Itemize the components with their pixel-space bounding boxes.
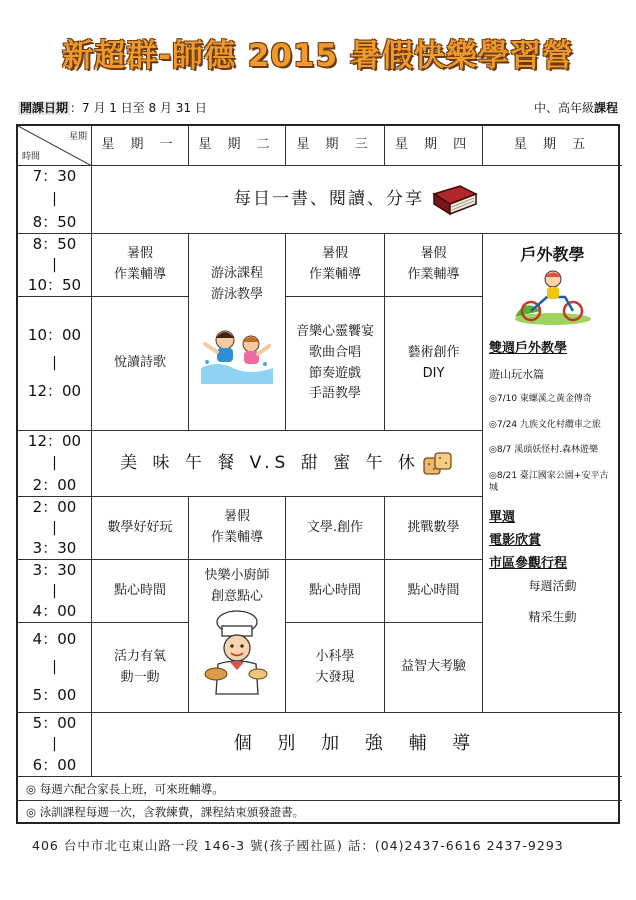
wed-slot-2: 音樂心靈饗宴 歌曲合唱 節奏遊戲 手語教學 [286, 297, 385, 431]
wed-slot-3: 文學.創作 [286, 497, 385, 560]
outdoor-trip: ◎7/24 九族文化村纜車之旅 [489, 419, 601, 430]
tue-swim-cell [189, 234, 286, 431]
time-slot-6 [18, 560, 92, 623]
time-bar: | [52, 256, 57, 273]
time-start: 10：00 [27, 326, 82, 344]
outdoor-single-week: 單週 [489, 510, 516, 526]
time-end: 10：50 [27, 275, 82, 294]
outdoor-trip: ◎8/7 溪頭妖怪村.森林遊樂 [489, 445, 599, 456]
course-dates-value: ：7 月 1 日至 8 月 31 日 [70, 100, 207, 115]
header-tuesday: 星 期 二 [189, 126, 286, 166]
outdoor-sub: 遊山玩水篇 [489, 368, 544, 381]
mon-slot-1: 暑假 作業輔導 [92, 234, 189, 297]
mon-slot-2: 悅讀詩歌 [92, 297, 189, 431]
time-bar: | [52, 355, 57, 372]
info-bar [18, 98, 618, 116]
tutoring-row [92, 713, 622, 777]
tue-slot-3: 暑假 作業輔導 [189, 497, 286, 560]
wed-slot-4: 點心時間 [286, 560, 385, 623]
footer-address: 406 台中市北屯東山路一段 146-3 號(孩子國社區) 話：(04)2437-6616 2437-9293 [32, 838, 564, 853]
course-level-suffix: 課程 [593, 100, 618, 115]
mon-slot-5: 活力有氧 動一動 [92, 623, 189, 713]
time-bar: | [52, 191, 57, 208]
corner-time-label: 時間 [22, 152, 41, 162]
tutoring-text: 個 別 加 強 輔 導 [233, 733, 481, 755]
time-slot-2 [18, 234, 92, 297]
outdoor-movie: 電影欣賞 [489, 533, 542, 549]
mon-slot-4: 點心時間 [92, 560, 189, 623]
time-end: 2：00 [32, 475, 77, 494]
schedule-table [16, 124, 620, 824]
friday-outdoor-cell [483, 234, 622, 713]
book-icon [430, 184, 480, 216]
time-end: 3：30 [32, 538, 77, 557]
biscuit-icon [422, 450, 454, 478]
outdoor-city-tour: 市區參觀行程 [489, 556, 568, 572]
thu-slot-3: 挑戰數學 [385, 497, 483, 560]
time-slot-5 [18, 497, 92, 560]
swimming-kids-icon [197, 310, 277, 390]
header-friday: 星 期 五 [483, 126, 622, 166]
lunch-text: 美 味 午 餐 V.S 甜 蜜 午 休 [120, 452, 420, 473]
course-level [534, 99, 618, 116]
lunch-row [92, 431, 483, 497]
outdoor-title: 戶外教學 [520, 245, 585, 264]
time-slot-7 [18, 623, 92, 713]
tue-chef-text: 快樂小廚師 創意點心 [204, 568, 270, 604]
time-slot-4 [18, 431, 92, 497]
note-saturday: ◎ 每週六配合家長上班，可來班輔導。 [18, 777, 622, 801]
time-end: 4：00 [32, 601, 77, 620]
mon-slot-3: 數學好好玩 [92, 497, 189, 560]
thu-slot-5: 益智大考驗 [385, 623, 483, 713]
outdoor-biweekly: 雙週戶外教學 [489, 341, 568, 356]
cycling-kid-icon [513, 267, 593, 325]
time-start: 2：00 [32, 498, 77, 516]
time-slot-8 [18, 713, 92, 777]
time-end: 12：00 [27, 381, 82, 400]
time-start: 4：00 [32, 630, 77, 648]
daily-reading-row [92, 166, 622, 234]
course-level-grades: 中、高年級 [533, 100, 594, 115]
outdoor-trip: ◎7/10 東螺溪之黃金傳奇 [489, 394, 592, 404]
outdoor-trip: ◎8/21 臺江國家公園+安平古城 [489, 471, 609, 493]
course-dates [18, 99, 207, 116]
time-start: 8：50 [32, 235, 77, 253]
thu-slot-4: 點心時間 [385, 560, 483, 623]
outdoor-weekly: 每週活動 [528, 579, 577, 594]
course-dates-label: 開課日期 [20, 100, 69, 115]
tue-chef-cell [189, 560, 286, 713]
time-start: 3：30 [32, 561, 77, 579]
header-monday: 星 期 一 [92, 126, 189, 166]
time-bar: | [52, 519, 57, 536]
chef-icon [200, 608, 274, 700]
wed-slot-1: 暑假 作業輔導 [286, 234, 385, 297]
time-bar: | [52, 455, 57, 472]
note-swimming: ◎ 泳訓課程每週一次，含教練費，課程結束頒發證書。 [26, 804, 305, 819]
time-slot-1 [18, 166, 92, 234]
time-start: 5：00 [32, 714, 77, 732]
header-thursday: 星 期 四 [385, 126, 483, 166]
time-bar: | [52, 659, 57, 676]
time-start: 12：00 [27, 432, 82, 450]
time-bar: | [52, 582, 57, 599]
time-end: 8：50 [32, 212, 77, 231]
time-slot-3 [18, 297, 92, 431]
tue-swim-text: 游泳課程 游泳教學 [210, 266, 263, 302]
thu-slot-1: 暑假 作業輔導 [385, 234, 483, 297]
header-wednesday: 星 期 三 [286, 126, 385, 166]
daily-reading-text: 每日一書、閱讀、分享 [234, 188, 424, 209]
time-end: 5：00 [32, 685, 77, 704]
time-end: 6：00 [32, 755, 77, 774]
thu-slot-2: 藝術創作 DIY [385, 297, 483, 431]
page-title: 新超群-師德 2015 暑假快樂學習營 [62, 38, 574, 74]
corner-weekday-label: 星期 [68, 132, 87, 142]
time-start: 7：30 [32, 167, 77, 185]
wed-slot-5: 小科學 大發現 [286, 623, 385, 713]
time-bar: | [52, 736, 57, 753]
corner-cell [18, 126, 92, 166]
outdoor-exciting: 精采生動 [528, 610, 577, 625]
